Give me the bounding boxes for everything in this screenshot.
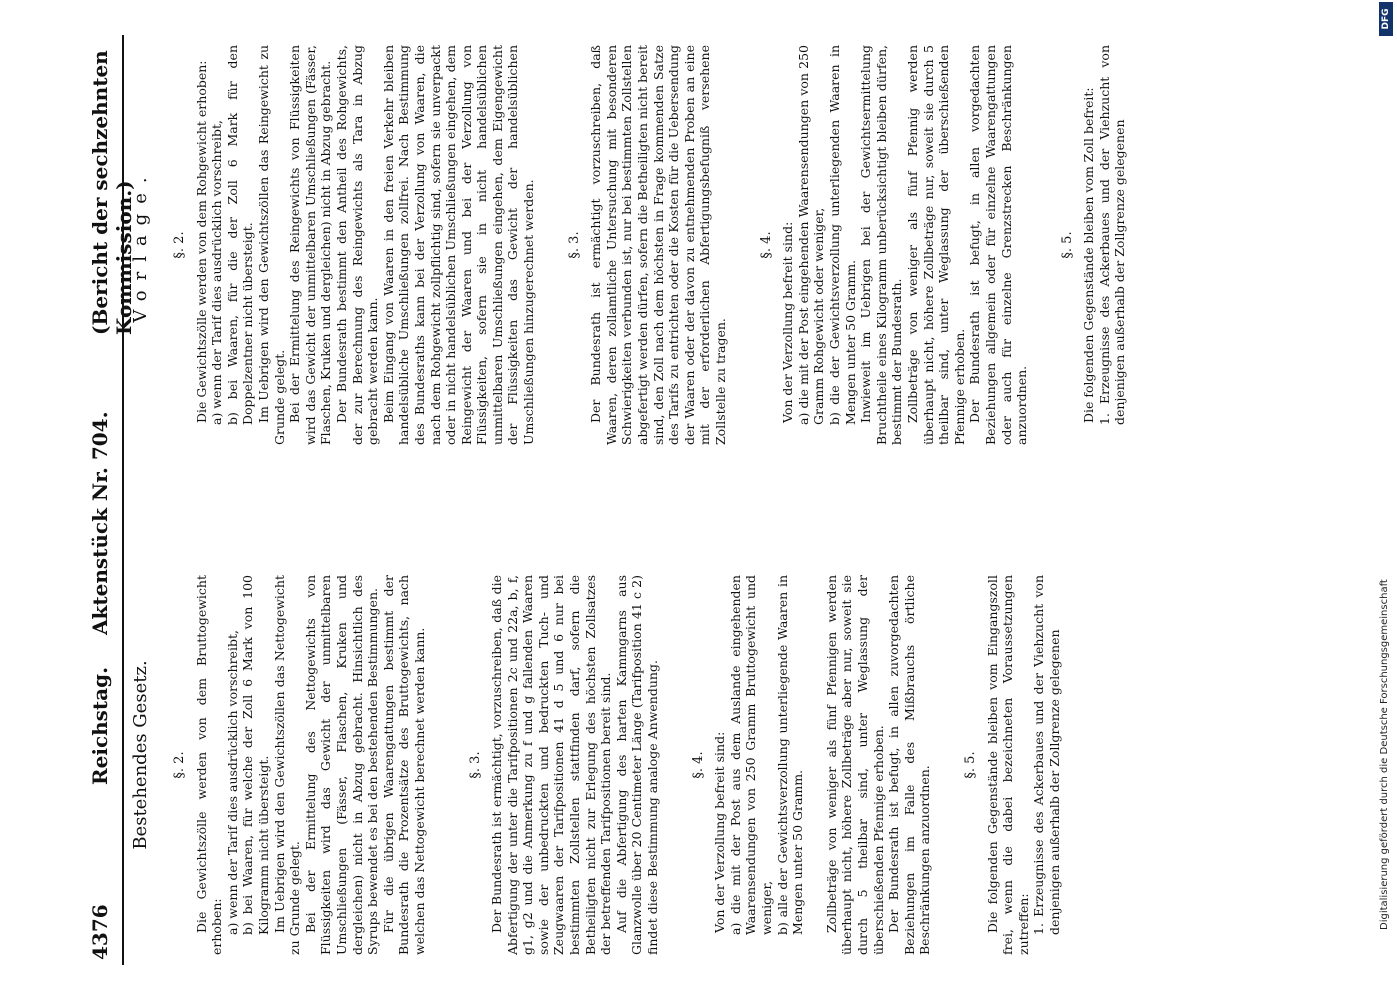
section-heading: §. 3. [467,751,483,779]
section-heading: §. 2. [172,231,187,259]
left-column-title: Bestehendes Gesetz. [130,660,151,850]
paragraph: Beim Eingang von Waaren in den freien Verkehr bleiben handelsübliche Umschließungen zollfrei. Nach Bestimmung des Bundesraths kann bei der Verzollung von Waaren, die nach dem Rohgewicht zollpflichtig sind, sofern sie unverpackt oder in nicht handelsüblichen Umschließungen eingehen, dem Reingewicht der Waaren und bei der Verzollung von Flüssigkeiten, sofern sie in nicht handelsüblichen unmittelbaren Umschließungen eingehen, dem Eigengewicht der Flüssigkeiten das Gewicht der handelsüblichen Umschließungen hinzugerechnet werden. [380,45,537,445]
list-item: a) wenn der Tarif dies ausdrücklich vorschreibt, [224,630,240,935]
header-aktenstueck: Aktenstück Nr. 704. [88,411,112,635]
dfg-credit: Digitalisierung gefördert durch die Deutsche Forschungsgemeinschaft [1379,579,1390,930]
list-item: b) die der Gewichtsverzollung unterliegenden Waaren in Mengen unter 50 Gramm. [826,45,858,425]
paragraph: Zollbeträge von weniger als fünf Pfennigen werden überhaupt nicht, höhere Zollbeträge aber nur, soweit sie durch 5 theilbar sind, unter Weglassung der überschießenden Pfennige erhoben. [823,575,886,955]
right-column-title: Vorlage. [130,167,151,323]
list-item: a) die mit der Post aus dem Auslande eingehenden Waarensendungen von 250 Gramm Bruttogewicht und weniger, [727,575,774,935]
paragraph: Bei der Ermittelung des Nettogewichts von Flüssigkeiten wird das Gewicht der unmittelbaren Umschließungen (Fässer, Flaschen, Kruken und dergleichen) nicht in Abzug gebracht. Hinsichtlich des Syrups bewendet es bei den bestehenden Bestimmungen. [302,575,381,955]
scanned-page [80,35,1380,965]
page-number: 4376 [88,904,112,960]
list-item: b) bei Waaren, für welche der Zoll 6 Mark von 100 Kilogramm nicht übersteigt. [240,575,271,935]
paragraph: Die Gewichtszölle werden von dem Bruttogewicht erhoben: [193,575,225,955]
paragraph: Von der Verzollung befreit sind: [712,731,728,933]
dfg-logo: DFG [1379,2,1393,36]
section-heading: §. 4. [758,231,774,259]
list-item: b) bei Waaren, für die der Zoll 6 Mark für den Doppelzentner nicht übersteigt. [224,45,256,425]
list-item: a) die mit der Post eingehenden Waarensendungen von 250 Gramm Rohgewicht oder weniger, [795,45,827,425]
list-item: a) wenn der Tarif dies ausdrücklich vorschreibt, [209,120,225,425]
paragraph: Im Uebrigen wird den Gewichtszöllen das Reingewicht zu Grunde gelegt. [255,45,287,445]
paragraph: Der Bundesrath ist ermächtigt vorzuschreiben, daß Waaren, deren zollamtliche Untersuchung mit besonderen Schwierigkeiten verbunden ist, nur bei bestimmten Zollstellen abgefertigt werden dürfen, sofern die Betheiligten nicht bereit sind, den Zoll nach dem höchsten in Frage kommenden Satze des Tarifs zu entrichten oder die Kosten für die Uebersendung der Waaren oder der davon zu entnehmenden Proben an eine mit der erforderlichen Abfertigungsbefugniß versehene Zollstelle zu tragen. [588,45,728,445]
section-heading: §. 3. [566,231,582,259]
left-column [158,575,1063,955]
section-heading: §. 2. [172,751,187,779]
paragraph: Die folgenden Gegenstände bleiben vom Zoll befreit: [1081,87,1097,423]
list-item: 1. Erzeugnisse des Ackerbaues und der Viehzucht von denjenigen außerhalb der Zollgrenze gelegenen [1096,45,1128,425]
paragraph: Der Bundesrath ist befugt, in allen vorgedachten Beziehungen allgemein oder für einzelne Waarengattungen oder auch für einzelne Grenzstrecken Beschränkungen anzuordnen. [967,45,1030,445]
header-reichstag: Reichstag. [88,666,112,785]
page-header [80,35,136,965]
paragraph: Auf die Abfertigung des harten Kammgarns aus Glanzwolle über 20 Centimeter Länge (Tarifposition 41 c 2) findet diese Bestimmung analoge Anwendung. [613,575,661,955]
paragraph: Für die übrigen Waarengattungen bestimmt der Bundesrath die Prozentsätze des Bruttogewichts, nach welchen das Nettogewicht berechnet werden kann. [380,575,427,955]
paragraph: Im Uebrigen wird den Gewichtszöllen das Nettogewicht zu Grunde gelegt. [271,575,303,955]
section-heading: §. 4. [690,751,706,779]
paragraph: Der Bundesrath ist befugt, in allen zuvorgedachten Beziehungen im Falle des Mißbrauchs örtliche Beschränkungen anzuordnen. [886,575,933,955]
paragraph: Der Bundesrath bestimmt den Antheil des Rohgewichts, der zur Berechnung des Reingewichts als Tara in Abzug gebracht werden kann. [333,45,381,445]
paragraph: Inwieweit im Uebrigen bei der Gewichtsermittelung Bruchtheile eines Kilogramm unberücksichtigt bleiben dürfen, bestimmt der Bundesrath. [858,45,905,445]
list-item: 1. Erzeugnisse des Ackerbaues und der Viehzucht von denjenigen außerhalb der Zollgrenze gelegenen [1031,575,1062,935]
paragraph: Bei der Ermittelung des Reingewichts von Flüssigkeiten wird das Gewicht der unmittelbaren Umschließungen (Fässer, Flaschen, Kruken und dergleichen) nicht in Abzug gebracht. [287,45,334,445]
paragraph: Die Gewichtszölle werden von dem Rohgewicht erhoben: [193,60,209,423]
right-column [158,45,1128,445]
paragraph: Der Bundesrath ist ermächtigt, vorzuschreiben, daß die Abfertigung der unter die Tarifpositionen 2c und 22a, b, f, g1, g2 und die Anmerkung zu f und g fallenden Waaren sowie der unbedruckten und bedruckten Tuch- und Zeugwaaren der Tarifpositionen 41 d 5 und 6 nur bei bestimmten Zollstellen stattfinden darf, sofern die Betheiligten nicht zur Erlegung des höchsten Zollsatzes der betreffenden Tarifpositionen bereit sind. [489,575,614,955]
paragraph: Von der Verzollung befreit sind: [780,221,796,423]
section-heading: §. 5. [1059,231,1075,259]
header-bericht: (Bericht der sechzehnten Kommission.) [88,50,136,335]
list-item: b) alle der Gewichtsverzollung unterliegende Waaren in Mengen unter 50 Gramm. [774,575,806,935]
paragraph: Zollbeträge von weniger als fünf Pfennig werden überhaupt nicht, höhere Zollbeträge nur, soweit sie durch 5 theilbar sind, unter Weglassung der überschießenden Pfennige erhoben. [904,45,967,445]
paragraph: Die folgenden Gegenstände bleiben vom Eingangszoll frei, wenn die dabei bezeichneten Voraussetzungen zutreffen: [984,575,1031,955]
section-heading: §. 5. [962,751,978,779]
